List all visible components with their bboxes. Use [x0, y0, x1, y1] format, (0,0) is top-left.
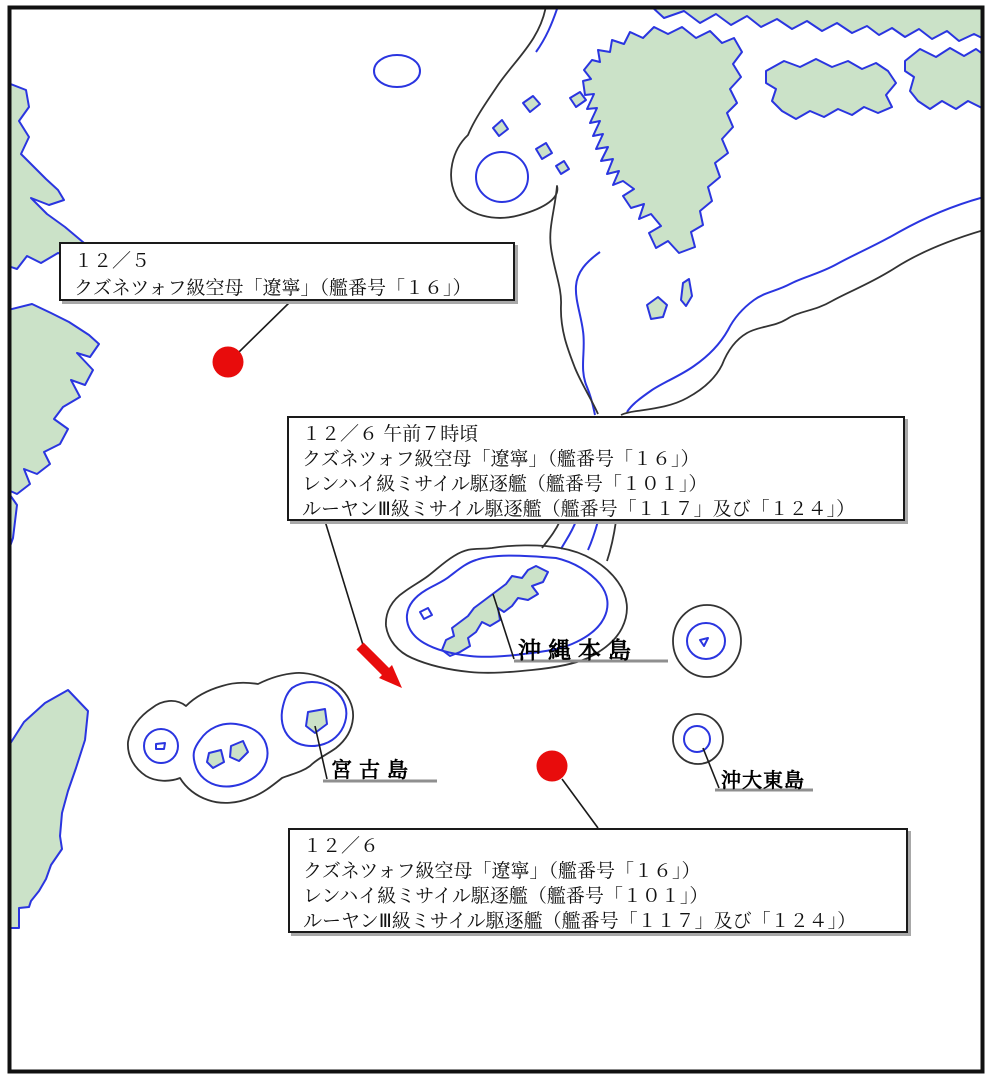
- land-china-coast-south: [8, 304, 99, 494]
- land-kii: [905, 48, 984, 109]
- islet-amami: [647, 297, 667, 319]
- annotation-box-12-5: [59, 242, 515, 301]
- position-marker-12-5-icon: [213, 347, 244, 378]
- annotation-ship: クズネツォフ級空母「遼寧」（艦番号「１６」）: [74, 278, 472, 299]
- islet-miyako-group-2: [230, 741, 248, 761]
- leader-line-box-12-6-am7: [325, 521, 363, 645]
- boundary-chain-east: [621, 230, 984, 415]
- island-label-okidaitojima: 沖大東島: [721, 770, 805, 792]
- contour-kerama-islet: [420, 608, 432, 619]
- leader-line-miyako-label: [315, 726, 327, 779]
- islet-west-kyushu-3: [493, 120, 508, 136]
- boundary-chain-west: [451, 6, 598, 414]
- contour-danjo-ring: [476, 152, 528, 202]
- islet-west-kyushu-2: [523, 96, 540, 112]
- islet-west-kyushu-1: [570, 92, 586, 107]
- islet-miyako-group-1: [207, 750, 224, 768]
- annotation-date: １２／６ 午前７時頃: [302, 424, 479, 445]
- contour-okidaito-blue: [684, 726, 710, 752]
- annotation-ship: ルーヤンⅢ級ミサイル駆逐艦（艦番号「１１７」及び「１２４」）: [302, 499, 856, 520]
- island-label-okinawa-honto: 沖縄本島: [518, 637, 638, 663]
- leader-line-box-12-5: [239, 301, 291, 352]
- contour-miyako-left-mark: [156, 743, 165, 749]
- leader-line-okidaito-label: [703, 748, 719, 788]
- annotation-box-12-6-am7: [287, 416, 905, 521]
- boundary-conn-1: [542, 521, 560, 548]
- islet-west-kyushu-5: [556, 161, 569, 174]
- contour-atoll-ring: [374, 55, 420, 87]
- outer-boundary-contours: [128, 6, 984, 803]
- contour-conn-blue-1: [561, 521, 576, 549]
- coastline-contours: [144, 6, 984, 787]
- position-markers: [213, 347, 568, 782]
- contour-miyako-left-ring: [144, 729, 178, 763]
- annotation-ship: レンハイ級ミサイル駆逐艦（艦番号「１０１」）: [302, 474, 708, 495]
- boundary-conn-2: [607, 521, 616, 561]
- annotation-ship: クズネツォフ級空母「遼寧」（艦番号「１６」）: [303, 861, 701, 882]
- annotation-date: １２／６: [303, 836, 380, 857]
- annotation-ship: レンハイ級ミサイル駆逐艦（艦番号「１０１」）: [303, 886, 709, 907]
- islet-west-kyushu-4: [536, 143, 552, 159]
- leader-lines: [239, 301, 719, 828]
- contour-chain-west-blue: [576, 252, 600, 415]
- annotation-box-12-6: [288, 828, 908, 933]
- contour-daito-upper-mark: [700, 638, 708, 646]
- annotation-ship: ルーヤンⅢ級ミサイル駆逐艦（艦番号「１１７」及び「１２４」）: [303, 911, 857, 932]
- land-shikoku: [766, 59, 896, 119]
- annotation-ship: クズネツォフ級空母「遼寧」（艦番号「１６」）: [302, 449, 700, 470]
- land-taiwan: [8, 690, 88, 928]
- contour-conn-blue-2: [588, 521, 598, 550]
- annotation-date: １２／５: [74, 251, 151, 272]
- movement-arrow-icon: [360, 646, 402, 688]
- islet-amami-sliver: [681, 279, 692, 306]
- position-marker-12-6-icon: [537, 751, 568, 782]
- island-label-miyakojima: 宮古島: [331, 759, 415, 782]
- boundary-okidaito: [673, 714, 723, 764]
- leader-line-box-12-6: [562, 779, 598, 828]
- land-kyushu: [583, 27, 742, 253]
